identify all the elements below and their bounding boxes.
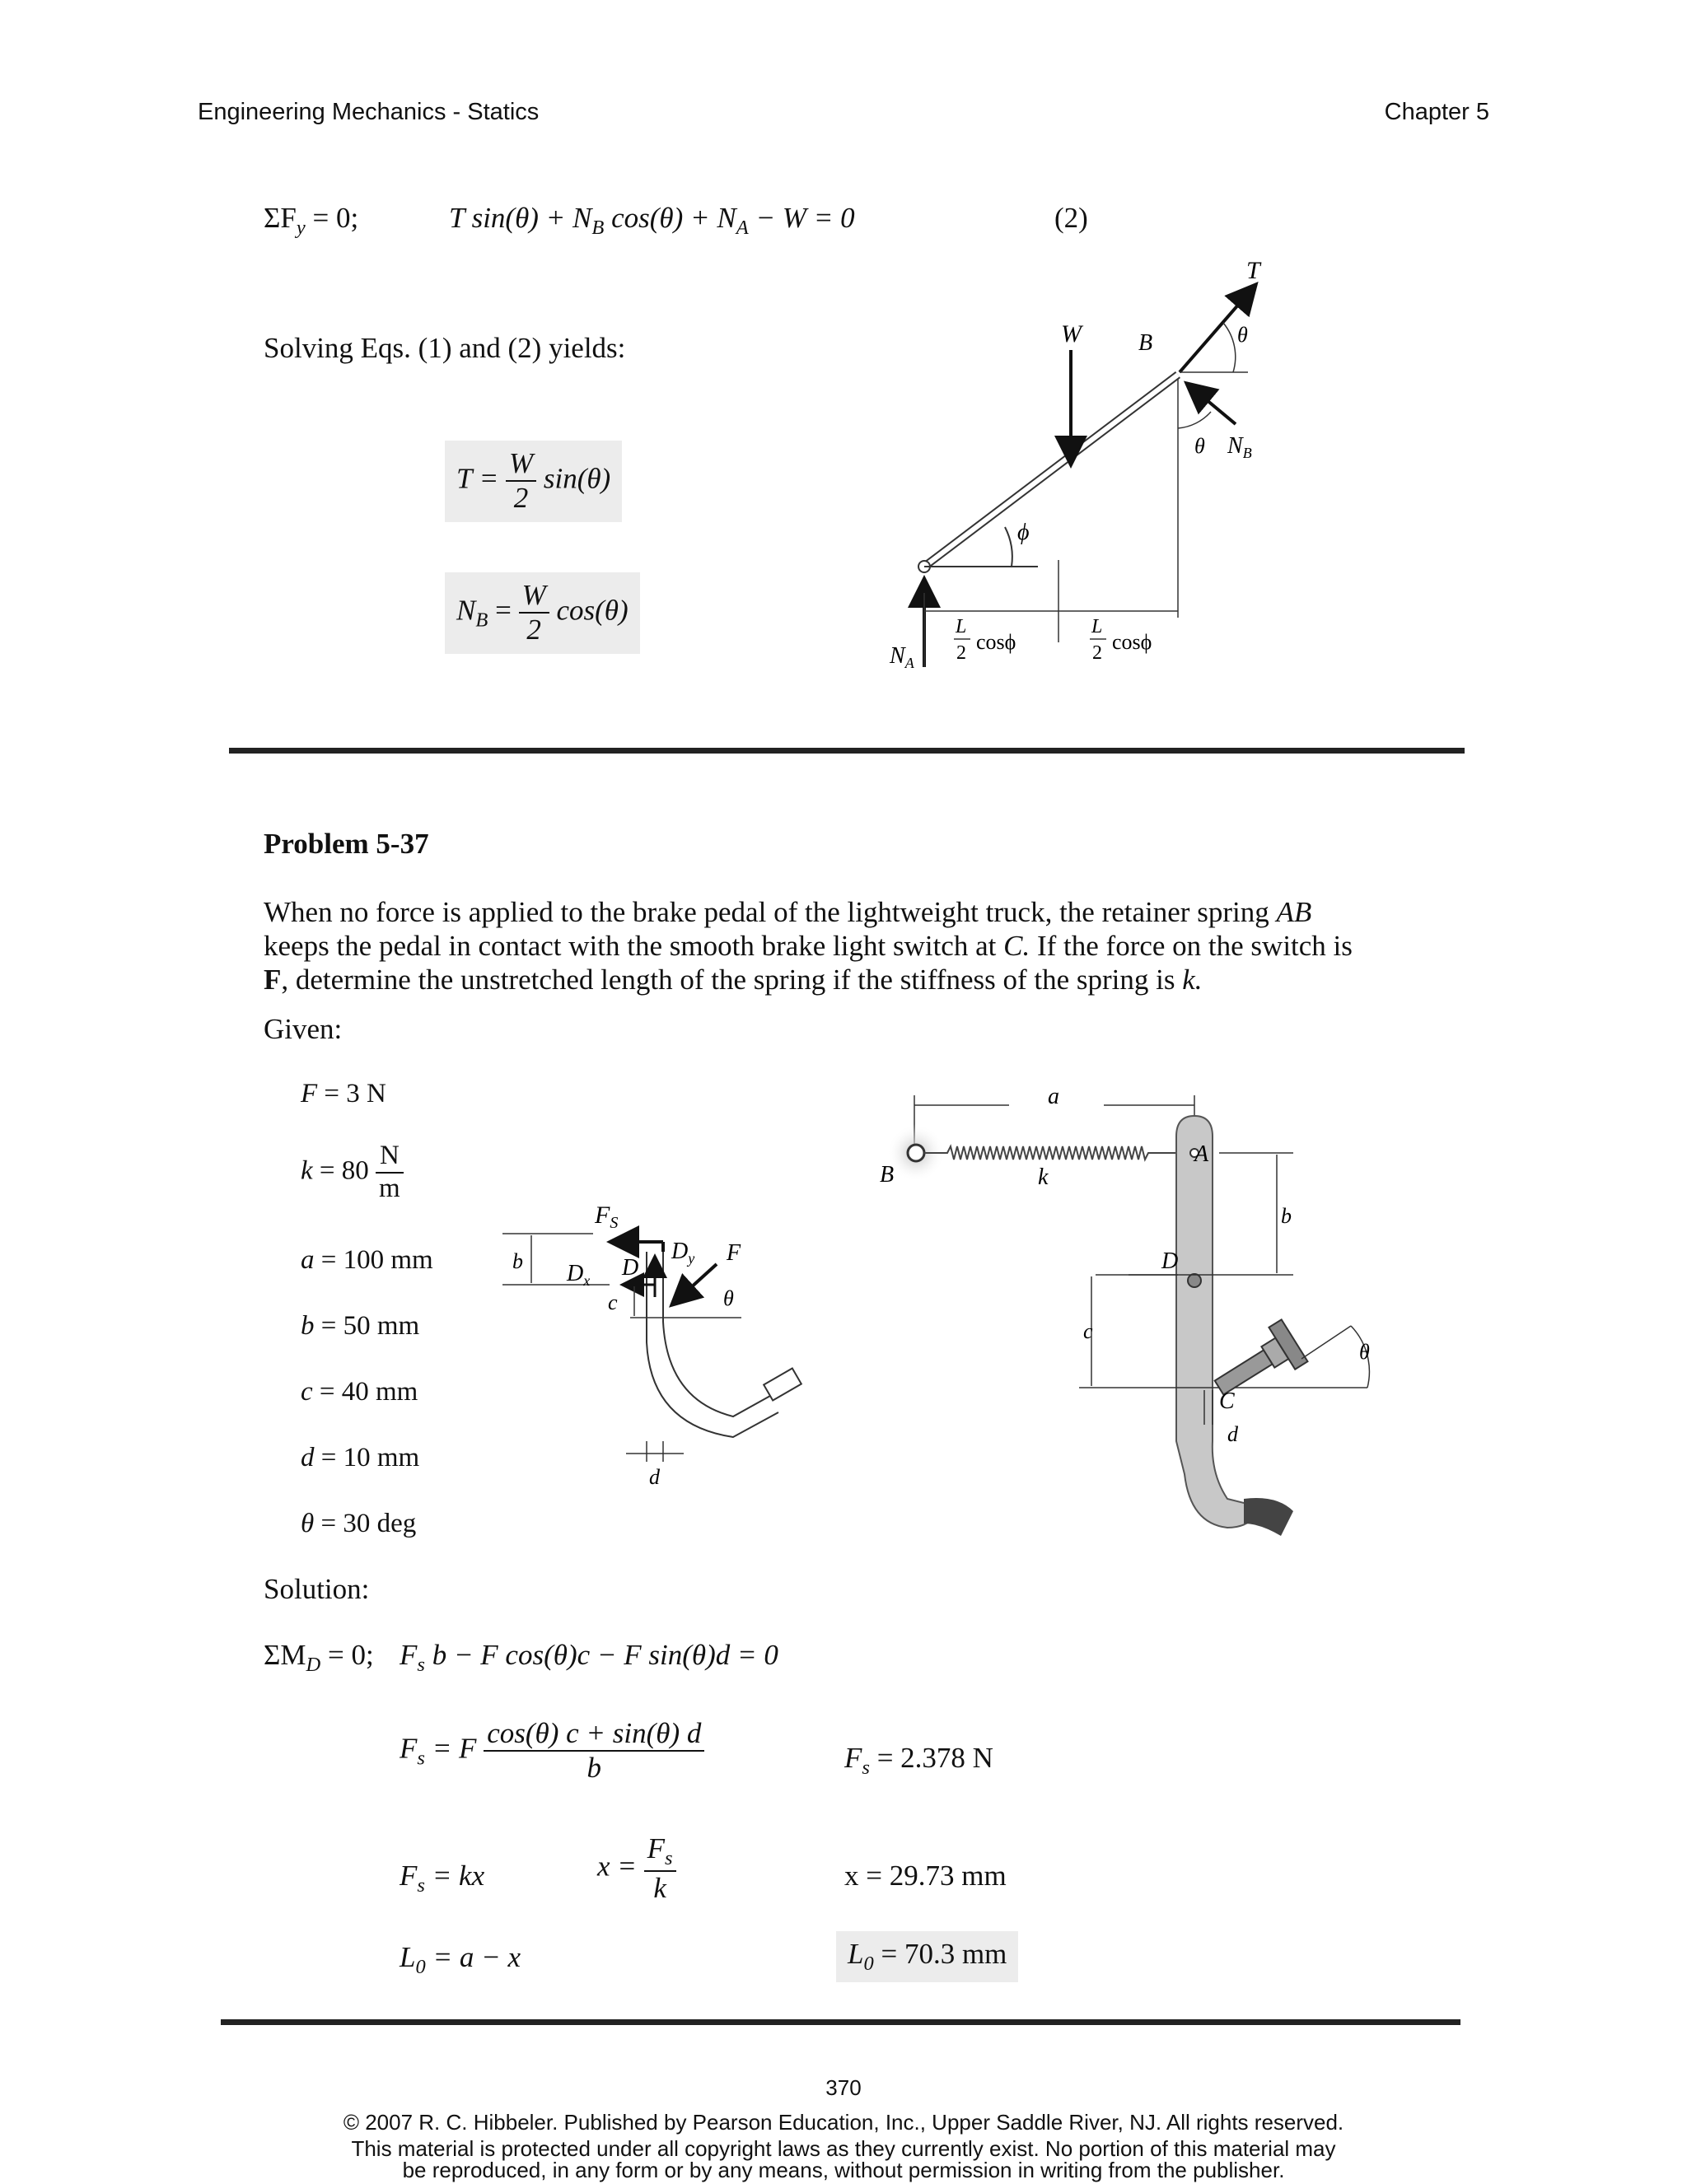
brake-pedal-figure — [865, 1079, 1425, 1589]
pedal-outline-inner — [663, 1252, 770, 1416]
label-L-2: L — [1091, 616, 1103, 637]
label-b: b — [512, 1249, 523, 1273]
given-c: c = 40 mm — [301, 1377, 418, 1407]
label-Dy: $D_y$ — [671, 1239, 695, 1267]
label-b: b — [1281, 1204, 1292, 1228]
pedal-arm — [1176, 1116, 1260, 1528]
equation-number: (2) — [1054, 202, 1088, 234]
given-label: Given: — [264, 1013, 343, 1045]
label-phi: ϕ — [1017, 520, 1030, 545]
problem-statement: When no force is applied to the brake pedal of the lightweight truck, the retainer spring AB keeps the pedal in contact with the smooth brake light switch at C. If the force on the switch is F, determine the unstretched length of the spring if the stiffness of the spring is k. — [264, 896, 1353, 996]
x-result: x = 29.73 mm — [844, 1860, 1007, 1892]
solution-label: Solution: — [264, 1573, 370, 1605]
result-NB: $N_B$ = $\frac{W}{2}$ cos(θ) — [445, 572, 640, 654]
header-chapter: Chapter 5 — [1384, 99, 1489, 125]
given-theta: θ = 30 deg — [301, 1509, 417, 1538]
given-a: a = 100 mm — [301, 1245, 433, 1275]
label-NB: $N_B$ — [1227, 433, 1252, 461]
page-number: 370 — [825, 2075, 862, 2100]
label-a: a — [1048, 1084, 1059, 1109]
label-theta: θ — [1359, 1340, 1370, 1364]
label-d: d — [649, 1465, 660, 1489]
unstretched-length-formula: $L_0 = a - x$ — [400, 1941, 521, 1978]
anchor-b — [908, 1145, 924, 1161]
switch-axis — [1301, 1326, 1351, 1359]
label-D: D — [622, 1255, 639, 1281]
label-F: F — [727, 1240, 741, 1266]
label-theta: θ — [723, 1286, 734, 1310]
hooke-law: $F_s$ = kx — [400, 1860, 485, 1897]
footer-divider — [221, 2019, 1460, 2025]
copyright-line-2: This material is protected under all copyright laws as they currently exist. No portion of this material may — [351, 2136, 1336, 2161]
label-c: c — [608, 1290, 618, 1314]
given-k: k = 80 $\frac{N}{m}$ — [301, 1141, 404, 1205]
theta-arc-T — [1223, 323, 1236, 372]
sum-fy-label: $\Sigma F_y = 0$; — [264, 202, 359, 239]
phi-arc — [1005, 527, 1012, 567]
label-theta-N: θ — [1194, 434, 1205, 458]
problem-title: Problem 5-37 — [264, 828, 429, 860]
rod-fbd-figure — [873, 255, 1301, 684]
label-B: B — [880, 1162, 895, 1188]
result-T: T = $\frac{W}{2}$ sin(θ) — [445, 441, 622, 522]
copyright-line-1: © 2007 R. C. Hibbeler. Published by Pearson Education, Inc., Upper Saddle River, NJ. All rights reserved. — [343, 2110, 1344, 2135]
spring — [924, 1146, 1186, 1160]
label-L-1: L — [956, 616, 967, 637]
pedal-pad — [764, 1368, 801, 1400]
x-formula: x = $\frac{F_s}{k}$ — [597, 1832, 676, 1905]
solving-text: Solving Eqs. (1) and (2) yields: — [264, 332, 626, 364]
copyright-line-3: be reproduced, in any form or by any means, without permission in writing from the publisher. — [402, 2158, 1285, 2182]
label-theta-T: θ — [1237, 323, 1248, 347]
header-title: Engineering Mechanics - Statics — [198, 99, 540, 125]
label-k: k — [1038, 1164, 1049, 1190]
label-B: B — [1138, 330, 1153, 356]
label-Dx: $D_x$ — [567, 1261, 591, 1289]
theta-arc-N — [1178, 412, 1211, 428]
sum-fy-equation: T $\sin(\theta) + N_B$ $\cos(\theta) + N_A - W = 0$ — [449, 202, 855, 239]
label-W: W — [1061, 320, 1082, 348]
label-c: c — [1083, 1319, 1093, 1343]
label-T: T — [1246, 257, 1260, 284]
fs-result: $F_s = 2.378$ N — [844, 1742, 993, 1779]
label-D: D — [1161, 1248, 1179, 1274]
section-divider — [229, 748, 1465, 754]
label-cosphi-1: cosϕ — [976, 630, 1016, 654]
fs-formula: $F_s = F$ $\frac{\cos(\theta) c + \sin(\theta) d}{b}$ — [400, 1717, 704, 1785]
unstretched-length-result: $L_0 = 70.3$ mm — [836, 1931, 1018, 1982]
label-two-2: 2 — [1092, 642, 1102, 664]
applied-force-arrow — [671, 1264, 717, 1305]
given-F: F = 3 N — [301, 1079, 386, 1108]
given-b: b = 50 mm — [301, 1311, 420, 1341]
label-cosphi-2: cosϕ — [1112, 630, 1152, 654]
label-NA: $N_A$ — [890, 643, 914, 671]
label-d: d — [1227, 1422, 1238, 1446]
label-A: A — [1194, 1141, 1209, 1167]
label-two-1: 2 — [956, 642, 966, 664]
moment-equation-label: $\Sigma M_D = 0$; — [264, 1639, 374, 1676]
pedal-fbd-figure — [486, 1186, 832, 1499]
label-C: C — [1219, 1388, 1235, 1414]
pivot-d — [1188, 1274, 1201, 1287]
given-d: d = 10 mm — [301, 1443, 420, 1472]
rod — [918, 375, 1178, 572]
pedal-foot — [1244, 1498, 1293, 1536]
normal-b-arrow — [1186, 383, 1236, 424]
moment-equation: $F_s$ b − F cos(θ)c − F sin(θ)d = 0 — [400, 1639, 778, 1676]
label-Fs: $F_S$ — [595, 1202, 619, 1232]
